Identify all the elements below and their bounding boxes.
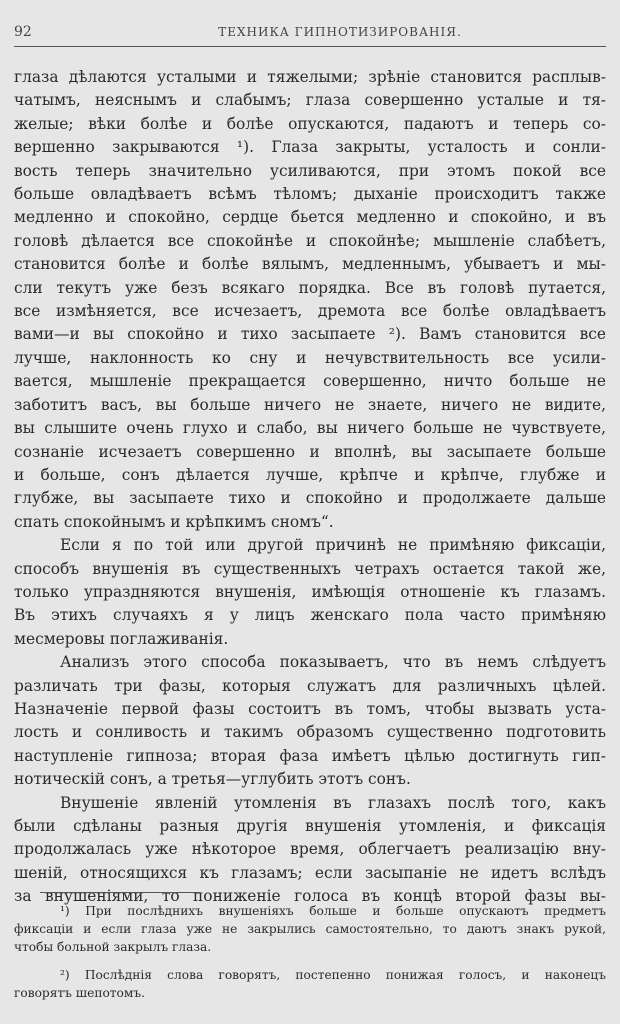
- footnote-line: ¹) При послѣднихъ внушеніяхъ больше и больше опускаютъ предметъ: [60, 904, 606, 918]
- text-line: лучше, наклонность ко сну и нечувствительность все усили-: [14, 348, 606, 367]
- text-line: продолжалась уже нѣкоторое время, облегчаетъ реализацію вну-: [14, 840, 606, 859]
- text-line: наступленіе гипноза; вторая фаза имѣетъ цѣлью достигнуть гип-: [14, 746, 606, 765]
- text-line: месмеровы поглаживанія.: [14, 629, 229, 648]
- text-line: шеній, относящихся къ глазамъ; если засыпаніе не идетъ вслѣдъ: [14, 863, 606, 882]
- text-line: заботитъ васъ, вы больше ничего не знаете, ничего не видите,: [14, 395, 606, 414]
- text-line: спать спокойнымъ и крѣпкимъ сномъ“.: [14, 512, 334, 531]
- text-line: и больше, сонъ дѣлается лучше, крѣпче и крѣпче, глубже и: [14, 465, 606, 484]
- footnote-line: говорятъ шепотомъ.: [14, 986, 145, 1000]
- text-line: глубже, вы засыпаете тихо и спокойно и продолжаете дальше: [14, 489, 606, 508]
- page-header: [14, 22, 606, 44]
- footnote-rule: [40, 892, 200, 893]
- text-line: чатымъ, неяснымъ и слабымъ; глаза совершенно усталые и тя-: [14, 91, 606, 110]
- page-number: 92: [14, 24, 32, 40]
- running-title: ТЕХНИКА ГИПНОТИЗИРОВАНІЯ.: [218, 25, 462, 39]
- text-line: были сдѣланы разныя другія внушенія утомленія, и фиксація: [14, 817, 606, 835]
- text-line: Въ этихъ случаяхъ я у лицъ женскаго пола часто примѣняю: [14, 606, 606, 625]
- text-line: различать три фазы, которыя служатъ для различныхъ цѣлей.: [14, 676, 606, 695]
- text-line: лость и сонливость и такимъ образомъ существенно подготовить: [14, 723, 606, 742]
- text-line: становится болѣе и болѣе вялымъ, медленнымъ, убываетъ и мы-: [14, 255, 606, 274]
- text-line: желые; вѣки болѣе и болѣе опускаются, падаютъ и теперь со-: [14, 114, 606, 133]
- text-line: способъ внушенія въ существенныхъ четрахъ остается такой же,: [14, 559, 606, 578]
- footnote-line: ²) Послѣднія слова говорятъ, постепенно понижая голосъ, и наконецъ: [60, 968, 606, 982]
- text-line: нотическій сонъ, а третья—углубить этотъ сонъ.: [14, 770, 411, 789]
- text-line: Назначеніе первой фазы состоитъ въ томъ, чтобы вызвать уста-: [14, 699, 606, 718]
- text-line: Если я по той или другой причинѣ не примѣняю фиксаціи,: [60, 536, 606, 555]
- text-line: глаза дѣлаются усталыми и тяжелыми; зрѣніе становится расплыв-: [14, 68, 606, 86]
- text-line: головѣ дѣлается все спокойнѣе и спокойнѣе; мышленіе слабѣетъ,: [14, 231, 606, 250]
- text-line: вы слышите очень глухо и слабо, вы ничего больше не чувствуете,: [14, 419, 606, 438]
- text-line: за внушеніями, то пониженіе голоса въ концѣ второй фазы вы-: [14, 887, 606, 906]
- text-line: Анализъ этого способа показываетъ, что въ немъ слѣдуетъ: [60, 653, 606, 672]
- text-line: вается, мышленіе прекращается совершенно, ничто больше не: [14, 372, 606, 391]
- header-rule: [14, 46, 606, 47]
- main-text: [14, 66, 606, 909]
- text-line: только упраздняются внушенія, имѣющія отношеніе къ глазамъ.: [14, 582, 606, 601]
- text-line: вершенно закрываются ¹). Глаза закрыты, усталость и сонли-: [14, 138, 606, 157]
- text-line: медленно и спокойно, сердце бьется медленно и спокойно, и въ: [14, 208, 606, 227]
- text-line: Внушеніе явленій утомленія въ глазахъ послѣ того, какъ: [60, 793, 606, 812]
- text-line: больше овладѣваетъ всѣмъ тѣломъ; дыханіе происходитъ также: [14, 185, 606, 204]
- text-line: вами—и вы спокойно и тихо засыпаете ²). Вамъ становится все: [14, 325, 606, 344]
- text-line: все измѣняется, все исчезаетъ, дремота все болѣе овладѣваетъ: [14, 302, 606, 321]
- footnotes: [14, 902, 606, 1002]
- text-line: вость теперь значительно усиливаются, при этомъ покой все: [14, 161, 606, 180]
- text-line: сли текутъ уже безъ всякаго порядка. Все въ головѣ путается,: [14, 278, 606, 297]
- footnote-line: чтобы больной закрылъ глаза.: [14, 940, 212, 954]
- text-line: сознаніе исчезаетъ совершенно и вполнѣ, вы засыпаете больше: [14, 442, 606, 461]
- footnote-line: фиксаціи и если глаза уже не закрылись самостоятельно, то даютъ знакъ рукой,: [14, 922, 606, 936]
